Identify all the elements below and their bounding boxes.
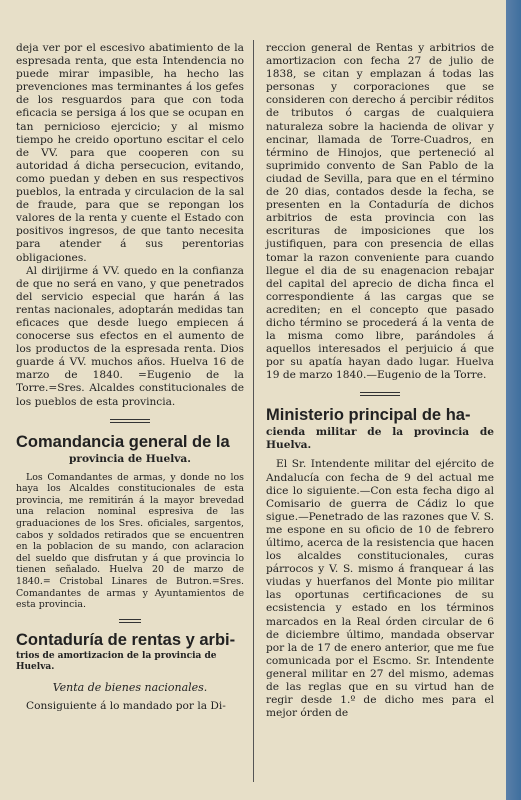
left-column	[16, 42, 244, 713]
page-edge	[506, 0, 521, 800]
paragraph: Al dirijirme á VV. quedo en la confianza de que no será en vano, y que penetrados del servicio especial que harán á las rentas nacionales, adoptarán medidas tan eficaces que desde luego empiecen á conocerse sus efectos en el aumento de los productos de la espresada renta. Dios guarde á VV. muchos años. Huelva 16 de marzo de 1840. =Eugenio de la Torre.=Sres. Alcaldes constitucionales de los pueblos de esta provincia.	[16, 264, 244, 408]
right-column	[266, 42, 494, 720]
section-heading: Contaduría de rentas y arbi-	[16, 630, 236, 649]
section-heading: Ministerio principal de ha-	[266, 406, 471, 425]
caption: Venta de bienes nacionales.	[52, 680, 208, 694]
notice-block	[16, 472, 244, 611]
section-separator	[360, 392, 400, 396]
paragraph: Consiguiente á lo mandado por la Di-	[26, 699, 226, 712]
paragraph: reccion general de Rentas y arbitrios de amortizacion con fecha 27 de julio de 1838, se citan y emplazan á todas las personas y corporaciones que se consideren con derecho á percibir réditos de tributos ó cargas de cualquiera naturaleza sobre la hacienda de olivar y encinar, llamada de Torre-Cuadros, en término de Hinojos, que perteneció al suprimido convento de San Pablo de la ciudad de Sevilla, para que en el término de 20 dias, contados desde la fecha, se presenten en la Contaduría de dichos arbitrios de esta provincia con las escrituras de imposiciones que los justifiquen, para con presencia de ellas tomar la razon conveniente para cuando llegue el dia de su enagenacion rebajar del capital del aprecio de dicha finca el correspondiente á las cargas que se acrediten; en el concepto que pasado dicho término se procederá á la venta de la misma como libre, parándoles á aquellos interesados el perjuicio á que por su apatía hayan dado lugar. Huelva 19 de marzo 1840.—Eugenio de la Torre.	[266, 42, 494, 382]
section-subheading: trios de amortizacion de la provincia de Huelva.	[16, 650, 217, 672]
paragraph: deja ver por el escesivo abatimiento de la espresada renta, que esta Intendencia no puede mirar impasible, ha hecho las prevenciones mas terminantes á los gefes de los resguardos para que con toda eficacia se persiga á los que se ocupan en tan pernicioso ejercicio; y al mismo tiempo he creido oportuno escitar el celo de VV. para que cooperen con su autoridad á dicha persecucion, evitando, como puedan y deben en sus respectivos pueblos, la entrada y circulacion de la sal de fraude, para que se repongan los valores de la renta y cuente el Estado con positivos ingresos, de que tanto necesita para atender á sus perentorias obligaciones.	[16, 42, 244, 264]
section-separator	[110, 419, 150, 423]
column-divider	[253, 40, 254, 782]
section-separator	[119, 619, 141, 623]
section-subheading: provincia de Huelva.	[69, 452, 191, 465]
section-subheading: cienda militar de la provincia de Huelva.	[266, 426, 494, 452]
paragraph: El Sr. Intendente militar del ejército de Andalucía con fecha de 9 del actual me dice lo siguiente.—Con esta fecha digo al Comisario de guerra de Cádiz lo que sigue.—Penetrado de las razones que V. S. me espone en su oficio de 10 de febrero último, acerca de la resistencia que hacen los alcaldes constitucionales, curas párrocos y V. S. mismo á franquear á las viudas y huerfanos del Monte pio militar las oportunas certificaciones de su ecsistencia y estado en los términos marcados en la Real órden circular de 6 de diciembre último, mandada observar por la de 17 de enero anterior, que me fue comunicada por el Escmo. Sr. Intendente general militar en 27 del mismo, ademas de las reglas que en su virtud han de regir desde 1.º de dicho mes para el mejor órden de	[266, 458, 494, 720]
section-heading: Comandancia general de la	[16, 432, 230, 451]
paragraph: Los Comandantes de armas, y donde no los haya los Alcaldes constitucionales de esta provincia, me remitirán á la mayor brevedad una relacion nominal espresiva de las graduaciones de los Sres. oficiales, sargentos, cabos y soldados retirados que se encuentren en la poblacion de su mando, con aclaracion del sueldo que disfrutan y á que provincia lo tienen señalado. Huelva 20 de marzo de 1840.= Cristobal Linares de Butron.=Sres. Comandantes de armas y Ayuntamientos de esta provincia.	[16, 471, 244, 611]
